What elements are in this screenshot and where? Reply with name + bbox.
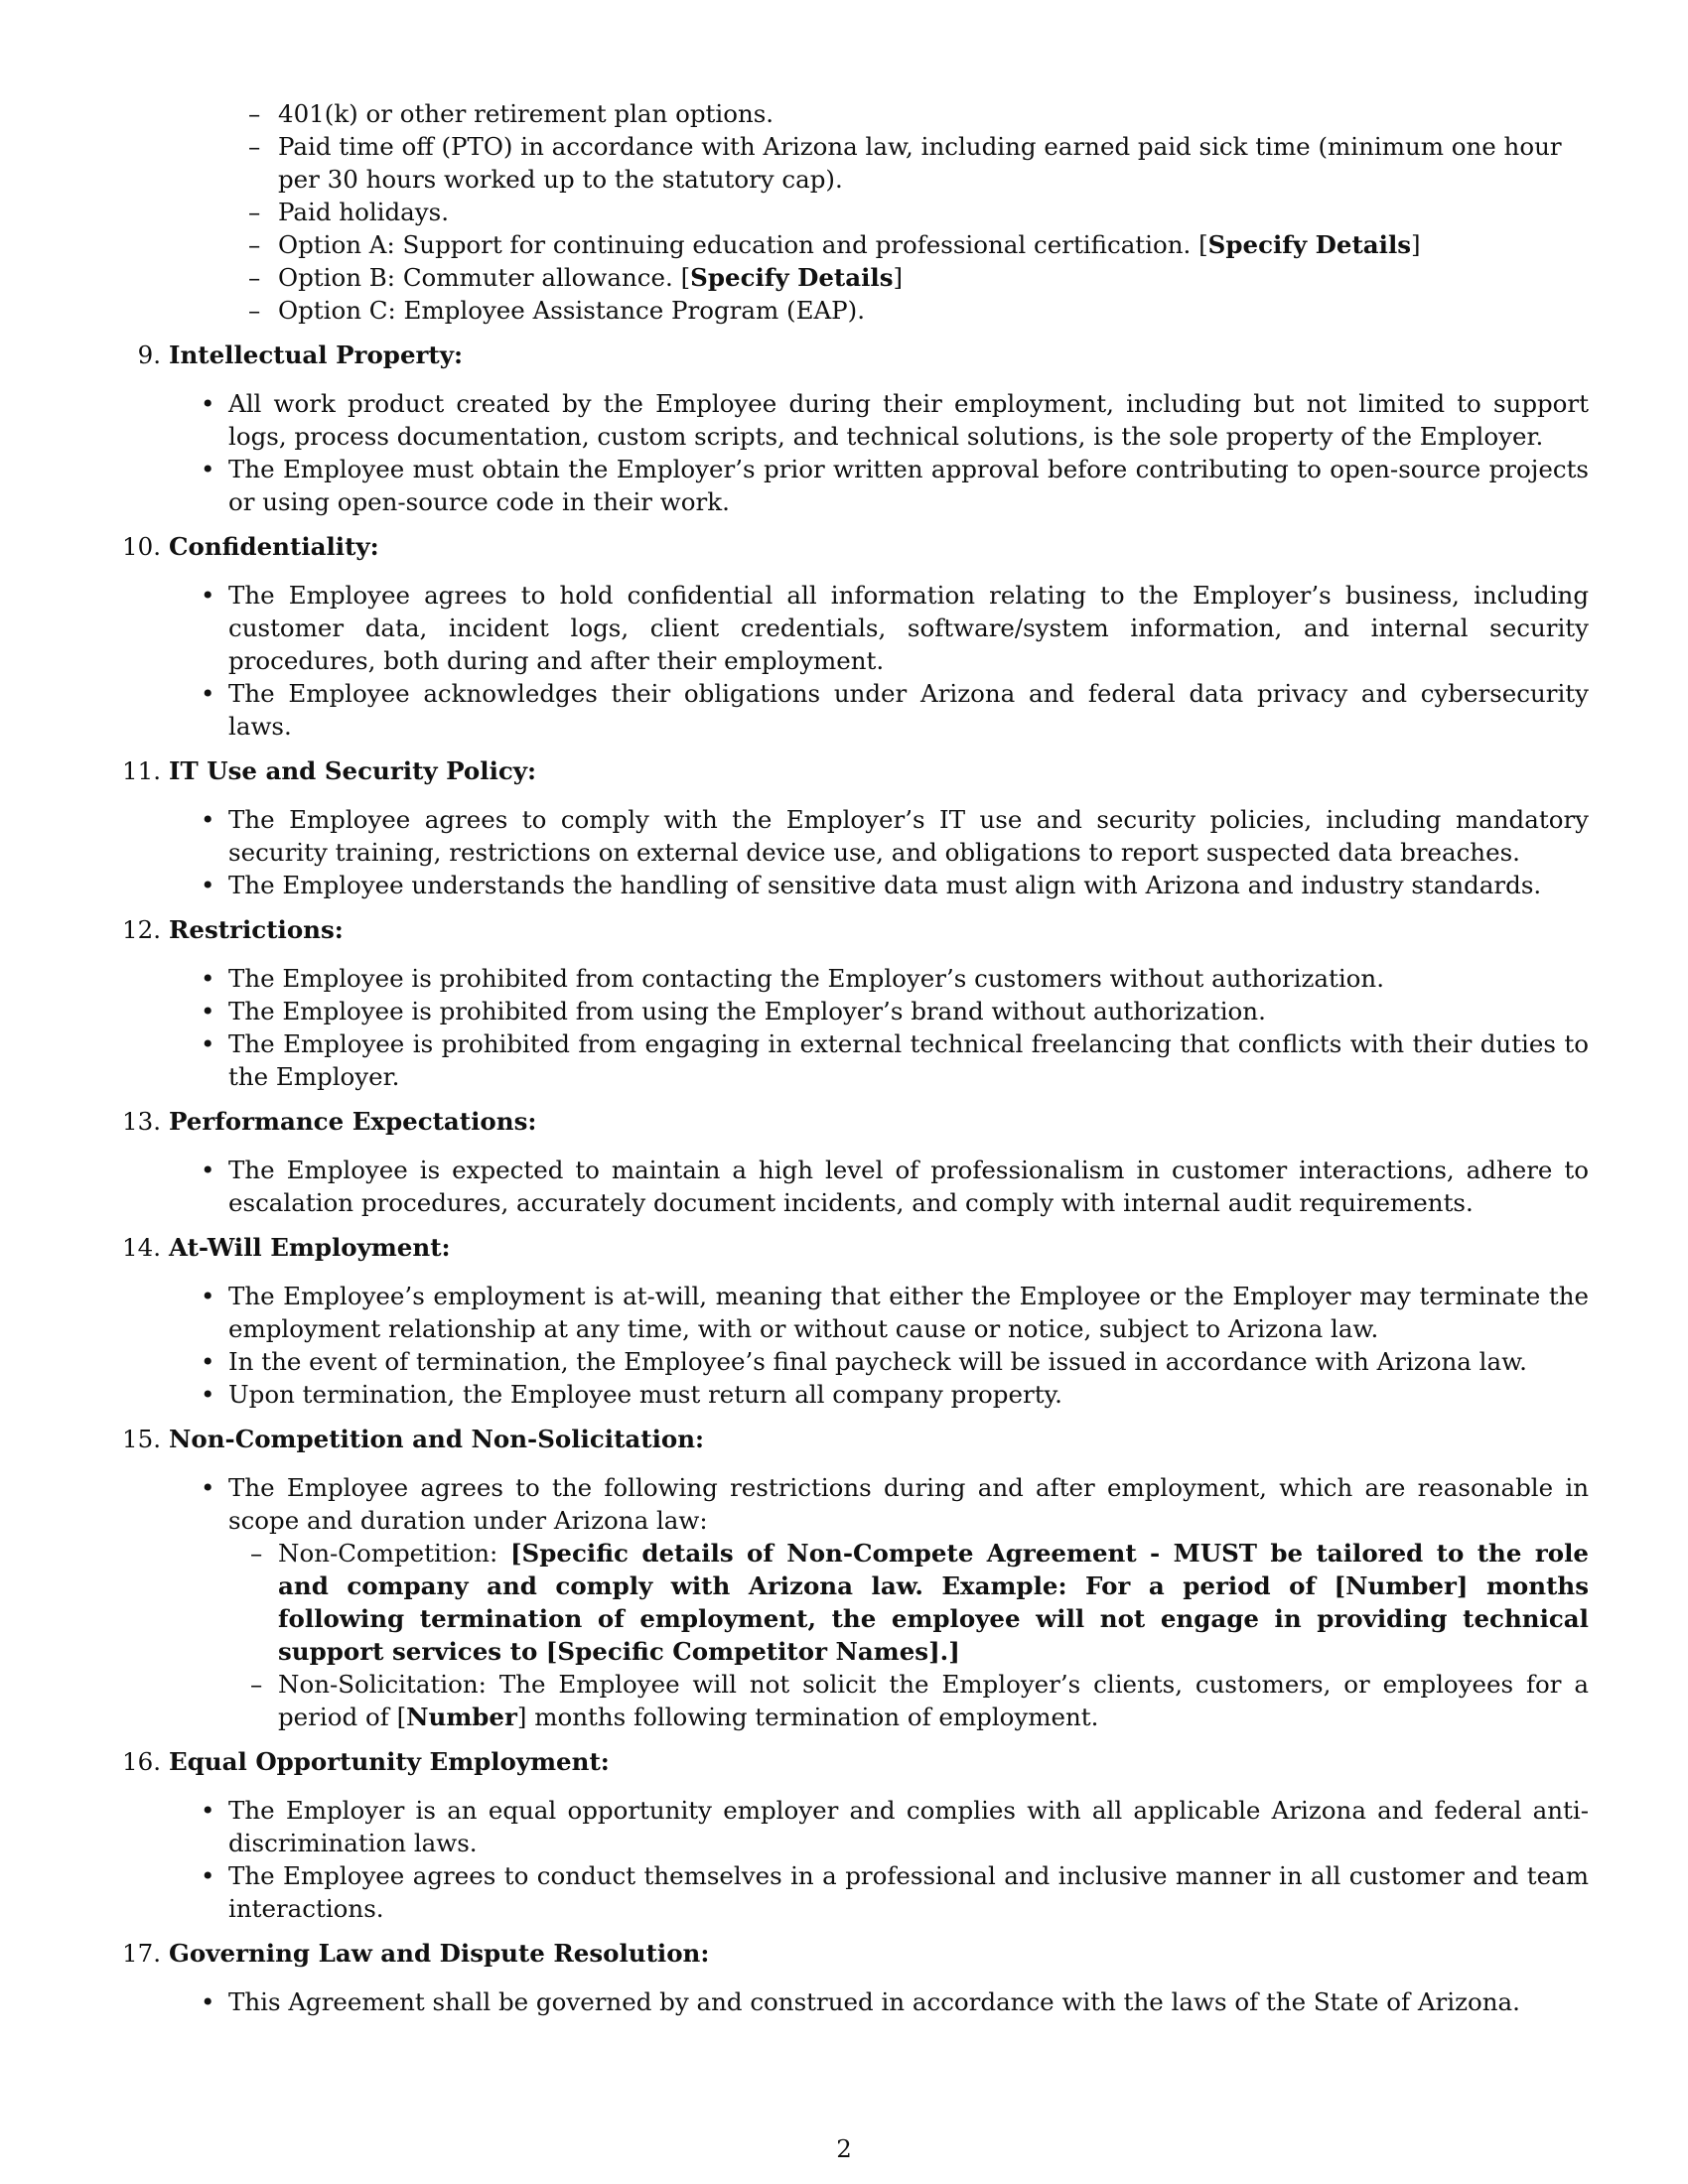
benefit-text: 401(k) or other retirement plan options. (278, 99, 774, 128)
section-number: 9. (137, 341, 161, 369)
section-heading (122, 1745, 1589, 1778)
section-performance (122, 1105, 1589, 1219)
benefit-item: – Paid holidays. (248, 198, 449, 226)
benefit-text: Option B: Commuter allowance. (278, 263, 673, 292)
bullet-item: • The Employee’s employment is at-will, meaning that either the Employee or the Employer may terminate the employment relationship at any time, with or without cause or notice, subject to Arizona law. (201, 1282, 1589, 1343)
bullet-list (129, 1794, 1589, 1925)
benefit-item: – Paid time off (PTO) in accordance with Arizona law, including earned paid sick time (minimum one hour per 30 hours worked up to the statutory cap). (248, 132, 1562, 194)
restriction-sublist (228, 1537, 1589, 1733)
bullet-text: Upon termination, the Employee must return all company property. (228, 1380, 1062, 1409)
benefit-item: – 401(k) or other retirement plan options. (248, 99, 774, 128)
section-number: 16. (122, 1747, 161, 1776)
bullet-item: • The Employee agrees to the following restrictions during and after employment, which are reasonable in scope and duration under Arizona law: – Non-Competition: [Specific details of Non-Compete Agreement - MUST be tailored to the role and company and comply with Arizona law. Example: For a period of [Number] months following termination of employment, the employee will not engage in providing technical support services to [Specific Competitor Names].] – Non-Solicitation: The Employee will not solicit the Employer’s clients, customers, or employees for a period of [Number] months following termination of employment. (201, 1473, 1589, 1731)
bullet-text: The Employee is prohibited from contacting the Employer’s customers without authorization. (228, 964, 1385, 993)
section-number: 13. (122, 1107, 161, 1136)
section-heading (122, 1231, 1589, 1264)
bullet-text: The Employee agrees to hold confidential all information relating to the Employer’s business, including customer data, incident logs, client credentials, software/system information, and internal security procedures, both during and after their employment. (228, 581, 1589, 675)
section-at-will (122, 1231, 1589, 1411)
section-title: Performance Expectations: (169, 1107, 537, 1136)
non-solicit-item: – Non-Solicitation: The Employee will not solicit the Employer’s clients, customers, or employees for a period of [Number] months following termination of employment. (250, 1670, 1589, 1731)
section-heading (129, 339, 1589, 371)
section-heading (122, 913, 1589, 946)
bullet-item: • The Employee agrees to conduct themselves in a professional and inclusive manner in all customer and team interactions. (201, 1861, 1589, 1923)
non-solicit-prefix: Non-Solicitation: The Employee will not solicit the Employer’s clients, customers, or employees for a period of (278, 1670, 1589, 1731)
bullet-item: • The Employee is prohibited from engaging in external technical freelancing that conflicts with their duties to the Employer. (201, 1029, 1589, 1091)
non-solicit-suffix: months following termination of employment. (534, 1703, 1099, 1731)
section-title: Confidentiality: (169, 532, 379, 561)
section-intellectual-property (129, 339, 1589, 518)
bullet-list (129, 1154, 1589, 1219)
benefit-text: Option A: Support for continuing education and professional certification. (278, 230, 1192, 259)
benefit-item: – Option B: Commuter allowance. [Specify Details] (248, 263, 904, 292)
bullet-item: • All work product created by the Employee during their employment, including but not limited to support logs, process documentation, custom scripts, and technical solutions, is the sole property of the Employer. (201, 389, 1589, 451)
section-heading (122, 530, 1589, 563)
bullet-text: The Employee is prohibited from engaging in external technical freelancing that conflicts with their duties to the Employer. (228, 1029, 1589, 1091)
section-title: Equal Opportunity Employment: (169, 1747, 610, 1776)
section-title: IT Use and Security Policy: (169, 756, 537, 785)
bullet-text: The Employee is prohibited from using the Employer’s brand without authorization. (228, 997, 1266, 1025)
bullet-item: • The Employer is an equal opportunity employer and complies with all applicable Arizona and federal anti-discrimination laws. (201, 1796, 1589, 1857)
section-title: Intellectual Property: (169, 341, 464, 369)
bullet-list (129, 1471, 1589, 1733)
bullet-item: • The Employee is prohibited from contacting the Employer’s customers without authorization. (201, 964, 1385, 993)
section-number: 17. (122, 1939, 161, 1968)
bullet-item: • Upon termination, the Employee must return all company property. (201, 1380, 1062, 1409)
section-confidentiality (122, 530, 1589, 743)
benefit-text: Option C: Employee Assistance Program (EAP). (278, 296, 865, 325)
document-body (122, 97, 1589, 2018)
benefit-item: – Option C: Employee Assistance Program (EAP). (248, 296, 865, 325)
bullet-text: The Employee agrees to conduct themselves in a professional and inclusive manner in all customer and team interactions. (228, 1861, 1589, 1923)
bullet-text: The Employer is an equal opportunity employer and complies with all applicable Arizona and federal anti-discrimination laws. (228, 1796, 1589, 1857)
benefits-continued-list (129, 97, 1589, 327)
bullet-text: In the event of termination, the Employee’s final paycheck will be issued in accordance with Arizona law. (228, 1347, 1527, 1376)
placeholder-tag: Specify Details (1207, 230, 1412, 259)
benefit-text: Paid time off (PTO) in accordance with Arizona law, including earned paid sick time (minimum one hour per 30 hours worked up to the statutory cap). (278, 132, 1562, 194)
section-governing-law (122, 1937, 1589, 2018)
section-number: 15. (122, 1425, 161, 1453)
bullet-item: • The Employee understands the handling of sensitive data must align with Arizona and industry standards. (201, 871, 1542, 899)
bullet-text: The Employee agrees to comply with the Employer’s IT use and security policies, including mandatory security training, restrictions on external device use, and obligations to report suspected data breaches. (228, 805, 1589, 867)
section-heading (122, 1937, 1589, 1970)
benefit-text: Paid holidays. (278, 198, 449, 226)
section-heading (122, 1105, 1589, 1138)
benefit-item: – Option A: Support for continuing education and professional certification. [Specify Details] (248, 230, 1421, 259)
bullet-list (129, 962, 1589, 1093)
bullet-list (129, 579, 1589, 743)
section-restrictions (122, 913, 1589, 1093)
section-non-compete (122, 1423, 1589, 1733)
page-number: 2 (836, 2134, 852, 2163)
placeholder-tag: Number (406, 1703, 517, 1731)
bullet-item: • The Employee is prohibited from using the Employer’s brand without authorization. (201, 997, 1266, 1025)
bullet-text: The Employee is expected to maintain a high level of professionalism in customer interactions, adhere to escalation procedures, accurately document incidents, and comply with internal audit requirements. (228, 1156, 1589, 1217)
section-it-use-security (122, 754, 1589, 901)
bullet-text: The Employee acknowledges their obligations under Arizona and federal data privacy and cybersecurity laws. (228, 679, 1589, 741)
bullet-list (129, 1985, 1589, 2018)
section-equal-opportunity (122, 1745, 1589, 1925)
bullet-text: The Employee’s employment is at-will, meaning that either the Employee or the Employer may terminate the employment relationship at any time, with or without cause or notice, subject to Arizona law. (228, 1282, 1589, 1343)
bullet-item: • This Agreement shall be governed by and construed in accordance with the laws of the State of Arizona. (201, 1987, 1520, 2016)
section-number: 12. (122, 915, 161, 944)
bullet-item: • The Employee is expected to maintain a high level of professionalism in customer interactions, adhere to escalation procedures, accurately document incidents, and comply with internal audit requirements. (201, 1156, 1589, 1217)
non-compete-details: [Specific details of Non-Compete Agreement - MUST be tailored to the role and company and comply with Arizona law. Example: For a period of [Number] months following termination of employment, the employee will not engage in providing technical support services to [Specific Competitor Names].] (278, 1539, 1589, 1666)
section-title: Restrictions: (169, 915, 344, 944)
bullet-list (129, 803, 1589, 901)
section-heading (122, 754, 1589, 787)
section-title: Non-Competition and Non-Solicitation: (169, 1425, 705, 1453)
bullet-list (129, 1280, 1589, 1411)
bullet-text: The Employee agrees to the following restrictions during and after employment, which are reasonable in scope and duration under Arizona law: (228, 1473, 1589, 1535)
bullet-text: The Employee must obtain the Employer’s prior written approval before contributing to open-source projects or using open-source code in their work. (228, 455, 1589, 516)
section-number: 11. (122, 756, 161, 785)
section-heading (122, 1423, 1589, 1455)
non-compete-item: – Non-Competition: [Specific details of Non-Compete Agreement - MUST be tailored to the role and company and comply with Arizona law. Example: For a period of [Number] months following termination of employment, the employee will not engage in providing technical support services to [Specific Competitor Names].] (250, 1539, 1589, 1666)
section-title: Governing Law and Dispute Resolution: (169, 1939, 710, 1968)
placeholder-tag: Specify Details (690, 263, 894, 292)
bullet-text: The Employee understands the handling of sensitive data must align with Arizona and industry standards. (228, 871, 1542, 899)
bullet-text: All work product created by the Employee during their employment, including but not limited to support logs, process documentation, custom scripts, and technical solutions, is the sole property of the Employer. (228, 389, 1589, 451)
section-number: 14. (122, 1233, 161, 1262)
bullet-item: • The Employee acknowledges their obligations under Arizona and federal data privacy and cybersecurity laws. (201, 679, 1589, 741)
bullet-item: • The Employee must obtain the Employer’s prior written approval before contributing to open-source projects or using open-source code in their work. (201, 455, 1589, 516)
section-number: 10. (122, 532, 161, 561)
bullet-item: • In the event of termination, the Employee’s final paycheck will be issued in accordance with Arizona law. (201, 1347, 1527, 1376)
non-compete-label: Non-Competition: (278, 1539, 498, 1568)
bullet-item: • The Employee agrees to hold confidential all information relating to the Employer’s business, including customer data, incident logs, client credentials, software/system information, and internal security procedures, both during and after their employment. (201, 581, 1589, 675)
bullet-list (129, 387, 1589, 518)
bullet-text: This Agreement shall be governed by and construed in accordance with the laws of the State of Arizona. (228, 1987, 1520, 2016)
section-title: At-Will Employment: (169, 1233, 451, 1262)
bullet-item: • The Employee agrees to comply with the Employer’s IT use and security policies, including mandatory security training, restrictions on external device use, and obligations to report suspected data breaches. (201, 805, 1589, 867)
